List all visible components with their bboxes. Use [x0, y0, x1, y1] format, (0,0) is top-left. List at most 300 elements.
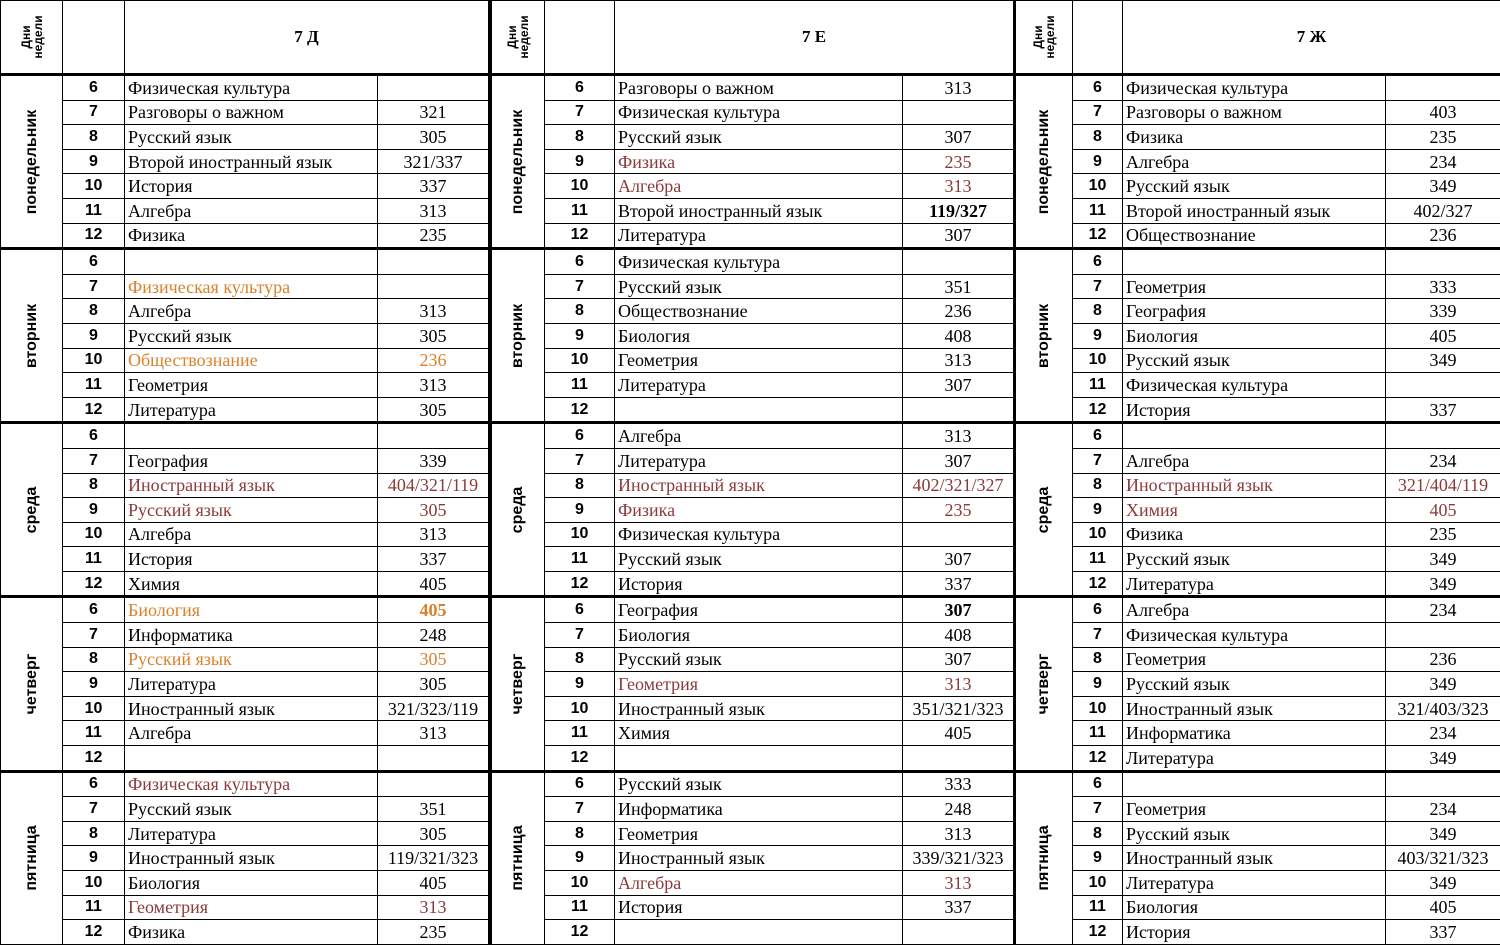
- lesson-number: 7: [63, 623, 125, 648]
- lesson-row: [1015, 223, 1500, 249]
- lesson-row: [1015, 647, 1500, 672]
- lesson-row: [1, 274, 490, 299]
- lesson-row: [1015, 100, 1500, 125]
- lesson-number: 11: [545, 373, 615, 398]
- lesson-row: [491, 895, 1015, 920]
- lesson-number: 7: [545, 274, 615, 299]
- schedule-table-7zh: [1013, 0, 1500, 945]
- subject-cell: Разговоры о важном: [615, 75, 903, 101]
- lesson-row: [1015, 473, 1500, 498]
- room-cell: 313: [378, 198, 490, 223]
- room-cell: [1386, 623, 1500, 648]
- lesson-number: 8: [63, 647, 125, 672]
- room-cell: 337: [903, 895, 1015, 920]
- lesson-number: 7: [1073, 100, 1123, 125]
- subject-cell: Иностранный язык: [615, 473, 903, 498]
- subject-cell: Физическая культура: [1123, 75, 1386, 101]
- subject-cell: Геометрия: [125, 373, 378, 398]
- lesson-number: 11: [1073, 373, 1123, 398]
- subject-cell: Русский язык: [125, 125, 378, 150]
- room-cell: 403/321/323: [1386, 846, 1500, 871]
- subject-cell: Алгебра: [615, 423, 903, 449]
- lesson-number: 9: [63, 672, 125, 697]
- room-cell: 305: [378, 672, 490, 697]
- subject-cell: Биология: [1123, 895, 1386, 920]
- room-cell: 307: [903, 547, 1015, 572]
- room-cell: 405: [378, 871, 490, 896]
- lesson-number: 10: [1073, 871, 1123, 896]
- lesson-row: [491, 721, 1015, 746]
- lesson-number: 8: [63, 821, 125, 846]
- lesson-row: [1, 397, 490, 423]
- lesson-number: 8: [545, 821, 615, 846]
- lesson-row: [491, 746, 1015, 772]
- lesson-row: [491, 571, 1015, 597]
- lesson-row: [491, 198, 1015, 223]
- subject-cell: Физическая культура: [125, 75, 378, 101]
- schedule-table-7e: [489, 0, 1016, 945]
- room-cell: 119/327: [903, 198, 1015, 223]
- lesson-row: [491, 871, 1015, 896]
- subject-cell: Информатика: [125, 623, 378, 648]
- subject-cell: Русский язык: [1123, 821, 1386, 846]
- lesson-row: [1015, 920, 1500, 945]
- header-row: [1, 1, 490, 75]
- day-name: вторник: [21, 304, 43, 368]
- lesson-row: [1, 895, 490, 920]
- subject-cell: Геометрия: [1123, 274, 1386, 299]
- lesson-row: [1015, 871, 1500, 896]
- room-cell: 313: [903, 821, 1015, 846]
- day-cell: [491, 75, 545, 249]
- lesson-number: 12: [545, 920, 615, 945]
- lesson-number: 12: [1073, 920, 1123, 945]
- subject-cell: Физика: [125, 223, 378, 249]
- room-cell: 405: [1386, 895, 1500, 920]
- subject-cell: Физическая культура: [1123, 623, 1386, 648]
- lesson-number: 6: [545, 423, 615, 449]
- room-cell: [903, 100, 1015, 125]
- room-cell: 333: [1386, 274, 1500, 299]
- lesson-number: 6: [63, 249, 125, 275]
- lesson-row: [491, 547, 1015, 572]
- subject-cell: География: [1123, 299, 1386, 324]
- day-name: четверг: [21, 654, 43, 715]
- subject-cell: Биология: [615, 323, 903, 348]
- lesson-number: 7: [1073, 797, 1123, 822]
- room-cell: [378, 75, 490, 101]
- room-cell: 349: [1386, 746, 1500, 772]
- room-cell: 339/321/323: [903, 846, 1015, 871]
- lesson-row: [491, 846, 1015, 871]
- lesson-row: [1, 571, 490, 597]
- day-name: пятница: [507, 826, 529, 891]
- room-cell: 351: [903, 274, 1015, 299]
- subject-cell: [1123, 423, 1386, 449]
- lesson-row: [1015, 623, 1500, 648]
- room-cell: 313: [378, 373, 490, 398]
- header-row: [1015, 1, 1500, 75]
- subject-cell: Биология: [125, 597, 378, 623]
- subject-cell: Литература: [615, 373, 903, 398]
- day-cell: [1, 423, 63, 597]
- lesson-number: 7: [545, 797, 615, 822]
- lesson-number: 9: [1073, 672, 1123, 697]
- lesson-row: [1015, 597, 1500, 623]
- lesson-row: [1015, 274, 1500, 299]
- subject-cell: Литература: [615, 448, 903, 473]
- day-name: вторник: [507, 304, 529, 368]
- room-cell: 236: [903, 299, 1015, 324]
- subject-cell: [615, 920, 903, 945]
- lesson-row: [491, 75, 1015, 101]
- room-cell: 339: [378, 448, 490, 473]
- lesson-number: 11: [1073, 721, 1123, 746]
- lesson-number: 6: [1073, 771, 1123, 797]
- day-name: понедельник: [507, 109, 529, 214]
- lesson-row: [491, 473, 1015, 498]
- lesson-row: [491, 522, 1015, 547]
- lesson-number: 11: [1073, 547, 1123, 572]
- lesson-number: 8: [63, 125, 125, 150]
- room-cell: 408: [903, 623, 1015, 648]
- lesson-number: 9: [545, 672, 615, 697]
- room-cell: [1386, 423, 1500, 449]
- subject-cell: Геометрия: [1123, 797, 1386, 822]
- room-cell: [903, 249, 1015, 275]
- lesson-number: 11: [63, 547, 125, 572]
- room-cell: 235: [903, 498, 1015, 523]
- subject-cell: [615, 397, 903, 423]
- subject-cell: Разговоры о важном: [125, 100, 378, 125]
- lesson-number: 9: [1073, 323, 1123, 348]
- room-cell: 235: [1386, 125, 1500, 150]
- room-cell: 307: [903, 223, 1015, 249]
- room-cell: [903, 920, 1015, 945]
- lesson-row: [491, 149, 1015, 174]
- room-cell: [378, 771, 490, 797]
- subject-cell: Русский язык: [1123, 174, 1386, 199]
- room-cell: [1386, 75, 1500, 101]
- subject-cell: Литература: [1123, 871, 1386, 896]
- lesson-number: 8: [63, 473, 125, 498]
- subject-cell: Химия: [125, 571, 378, 597]
- room-cell: [378, 423, 490, 449]
- lesson-row: [491, 672, 1015, 697]
- lesson-number: 11: [545, 547, 615, 572]
- subject-cell: Химия: [615, 721, 903, 746]
- subject-cell: Алгебра: [615, 174, 903, 199]
- subject-cell: Литература: [615, 223, 903, 249]
- lesson-row: [1, 249, 490, 275]
- lesson-number: 11: [63, 373, 125, 398]
- subject-cell: Алгебра: [125, 721, 378, 746]
- room-cell: 321/323/119: [378, 696, 490, 721]
- room-cell: 305: [378, 647, 490, 672]
- lesson-number: 12: [545, 571, 615, 597]
- lesson-row: [1, 771, 490, 797]
- lesson-row: [1015, 771, 1500, 797]
- subject-cell: Русский язык: [1123, 672, 1386, 697]
- room-cell: 405: [378, 571, 490, 597]
- room-cell: 313: [378, 299, 490, 324]
- subject-cell: Алгебра: [615, 871, 903, 896]
- lesson-number: 11: [545, 198, 615, 223]
- subject-cell: Второй иностранный язык: [615, 198, 903, 223]
- subject-cell: Физика: [615, 498, 903, 523]
- room-cell: 321: [378, 100, 490, 125]
- lesson-number: 7: [545, 100, 615, 125]
- subject-cell: Физическая культура: [615, 522, 903, 547]
- room-cell: 313: [378, 895, 490, 920]
- lesson-number: 8: [1073, 299, 1123, 324]
- subject-cell: Информатика: [615, 797, 903, 822]
- lesson-row: [1015, 423, 1500, 449]
- lesson-number: 6: [545, 249, 615, 275]
- day-cell: [1, 75, 63, 249]
- room-cell: 349: [1386, 174, 1500, 199]
- lesson-number: 12: [63, 920, 125, 945]
- room-cell: 408: [903, 323, 1015, 348]
- room-cell: 236: [1386, 223, 1500, 249]
- lesson-row: [1015, 198, 1500, 223]
- lesson-number: 10: [545, 522, 615, 547]
- room-cell: [1386, 249, 1500, 275]
- lesson-number: 12: [1073, 397, 1123, 423]
- room-cell: 349: [1386, 571, 1500, 597]
- room-cell: 337: [378, 174, 490, 199]
- room-cell: 234: [1386, 149, 1500, 174]
- lesson-row: [1015, 373, 1500, 398]
- room-cell: 313: [903, 423, 1015, 449]
- lesson-row: [1, 846, 490, 871]
- day-label-line-1: Дни: [1032, 15, 1044, 58]
- subject-cell: Литература: [125, 397, 378, 423]
- lesson-number: 7: [63, 448, 125, 473]
- subject-cell: История: [1123, 397, 1386, 423]
- days-of-week-header: [1, 1, 63, 75]
- lesson-row: [491, 274, 1015, 299]
- subject-cell: Алгебра: [1123, 448, 1386, 473]
- room-cell: 349: [1386, 547, 1500, 572]
- subject-cell: [615, 746, 903, 772]
- lesson-number: 9: [545, 846, 615, 871]
- lesson-number: 8: [545, 473, 615, 498]
- class-name-header: 7 Е: [615, 1, 1015, 75]
- lesson-number: 9: [545, 323, 615, 348]
- day-cell: [1, 771, 63, 944]
- subject-cell: Русский язык: [1123, 547, 1386, 572]
- room-cell: 404/321/119: [378, 473, 490, 498]
- subject-cell: Физика: [1123, 125, 1386, 150]
- subject-cell: Русский язык: [615, 647, 903, 672]
- lesson-number: 11: [63, 721, 125, 746]
- subject-cell: История: [615, 571, 903, 597]
- lesson-row: [1015, 696, 1500, 721]
- day-cell: [1, 249, 63, 423]
- lesson-number: 11: [63, 895, 125, 920]
- lesson-row: [1, 547, 490, 572]
- lesson-number: 6: [1073, 75, 1123, 101]
- day-cell: [1015, 597, 1073, 771]
- lesson-row: [491, 647, 1015, 672]
- subject-cell: География: [125, 448, 378, 473]
- room-cell: 403: [1386, 100, 1500, 125]
- lesson-row: [1, 522, 490, 547]
- lesson-number: 7: [545, 623, 615, 648]
- day-cell: [491, 249, 545, 423]
- lesson-number: 12: [63, 746, 125, 772]
- subject-cell: Русский язык: [125, 797, 378, 822]
- lesson-row: [1, 223, 490, 249]
- day-label-line-2: недели: [1044, 15, 1056, 58]
- subject-cell: Литература: [1123, 571, 1386, 597]
- lesson-number: 6: [1073, 597, 1123, 623]
- lesson-row: [1, 125, 490, 150]
- lesson-row: [491, 125, 1015, 150]
- lesson-row: [491, 797, 1015, 822]
- subject-cell: Алгебра: [125, 522, 378, 547]
- lesson-number: 10: [1073, 522, 1123, 547]
- schedule-table-7d: [0, 0, 491, 945]
- day-cell: [491, 423, 545, 597]
- lesson-row: [1, 647, 490, 672]
- lesson-row: [1, 672, 490, 697]
- lesson-number: 8: [545, 647, 615, 672]
- room-cell: 349: [1386, 348, 1500, 373]
- subject-cell: Физическая культура: [615, 100, 903, 125]
- room-cell: [378, 746, 490, 772]
- subject-cell: Биология: [125, 871, 378, 896]
- lesson-number: 6: [63, 75, 125, 101]
- lesson-row: [1, 821, 490, 846]
- room-cell: 337: [1386, 920, 1500, 945]
- subject-cell: Второй иностранный язык: [1123, 198, 1386, 223]
- room-cell: 234: [1386, 597, 1500, 623]
- subject-cell: Литература: [125, 821, 378, 846]
- room-cell: 339: [1386, 299, 1500, 324]
- subject-cell: Иностранный язык: [1123, 696, 1386, 721]
- subject-cell: Русский язык: [615, 771, 903, 797]
- lesson-row: [1015, 895, 1500, 920]
- room-cell: 351: [378, 797, 490, 822]
- lesson-number: 12: [1073, 571, 1123, 597]
- room-cell: 235: [903, 149, 1015, 174]
- lesson-row: [1015, 348, 1500, 373]
- lesson-row: [491, 821, 1015, 846]
- day-name: четверг: [507, 654, 529, 715]
- lesson-row: [1, 423, 490, 449]
- lesson-number: 10: [63, 871, 125, 896]
- room-cell: 313: [378, 522, 490, 547]
- day-label-line-1: Дни: [506, 15, 518, 58]
- lesson-row: [1, 323, 490, 348]
- day-cell: [1015, 75, 1073, 249]
- room-cell: [378, 274, 490, 299]
- lesson-row: [1015, 125, 1500, 150]
- lesson-number: 10: [545, 174, 615, 199]
- subject-cell: Русский язык: [125, 323, 378, 348]
- lesson-number: 8: [1073, 473, 1123, 498]
- room-cell: 313: [903, 871, 1015, 896]
- lesson-number: 7: [63, 797, 125, 822]
- subject-cell: История: [125, 547, 378, 572]
- subject-cell: Обществознание: [125, 348, 378, 373]
- lesson-row: [491, 100, 1015, 125]
- lesson-row: [1, 299, 490, 324]
- room-cell: 313: [903, 174, 1015, 199]
- room-cell: [1386, 373, 1500, 398]
- lesson-number: 7: [1073, 623, 1123, 648]
- room-cell: 313: [378, 721, 490, 746]
- class-name-header: 7 Ж: [1123, 1, 1500, 75]
- day-name: среда: [21, 487, 43, 534]
- lesson-number: 9: [63, 323, 125, 348]
- room-cell: 405: [1386, 498, 1500, 523]
- subject-cell: Информатика: [1123, 721, 1386, 746]
- lesson-number: 12: [1073, 746, 1123, 772]
- subject-cell: Физика: [125, 920, 378, 945]
- day-name: среда: [1033, 487, 1055, 534]
- room-cell: [903, 397, 1015, 423]
- lesson-row: [491, 696, 1015, 721]
- day-cell: [1015, 771, 1073, 944]
- lesson-number: 6: [63, 597, 125, 623]
- lesson-row: [1015, 846, 1500, 871]
- lesson-row: [1, 721, 490, 746]
- subject-cell: Иностранный язык: [125, 696, 378, 721]
- lesson-row: [491, 597, 1015, 623]
- lesson-row: [1, 100, 490, 125]
- subject-cell: Геометрия: [125, 895, 378, 920]
- lesson-number: 10: [63, 348, 125, 373]
- day-label-line-2: недели: [32, 15, 44, 58]
- lesson-number: 6: [1073, 423, 1123, 449]
- lesson-number: 10: [1073, 348, 1123, 373]
- lesson-number: 9: [1073, 498, 1123, 523]
- lesson-number: 12: [63, 397, 125, 423]
- lesson-row: [1015, 821, 1500, 846]
- subject-cell: Русский язык: [615, 125, 903, 150]
- subject-cell: Биология: [1123, 323, 1386, 348]
- subject-cell: Обществознание: [615, 299, 903, 324]
- lesson-row: [1015, 174, 1500, 199]
- lesson-number-header: [1073, 1, 1123, 75]
- lesson-row: [491, 397, 1015, 423]
- subject-cell: Иностранный язык: [125, 846, 378, 871]
- room-cell: 235: [378, 223, 490, 249]
- lesson-row: [491, 348, 1015, 373]
- subject-cell: Физическая культура: [615, 249, 903, 275]
- day-cell: [1015, 249, 1073, 423]
- lesson-row: [1, 348, 490, 373]
- lesson-row: [1015, 448, 1500, 473]
- room-cell: 235: [1386, 522, 1500, 547]
- room-cell: 307: [903, 597, 1015, 623]
- subject-cell: География: [615, 597, 903, 623]
- subject-cell: Литература: [1123, 746, 1386, 772]
- subject-cell: Русский язык: [1123, 348, 1386, 373]
- subject-cell: Геометрия: [615, 821, 903, 846]
- lesson-row: [491, 771, 1015, 797]
- subject-cell: Химия: [1123, 498, 1386, 523]
- lesson-row: [491, 299, 1015, 324]
- lesson-row: [491, 423, 1015, 449]
- lesson-number: 8: [1073, 125, 1123, 150]
- subject-cell: Второй иностранный язык: [125, 149, 378, 174]
- lesson-row: [1015, 522, 1500, 547]
- subject-cell: Физика: [1123, 522, 1386, 547]
